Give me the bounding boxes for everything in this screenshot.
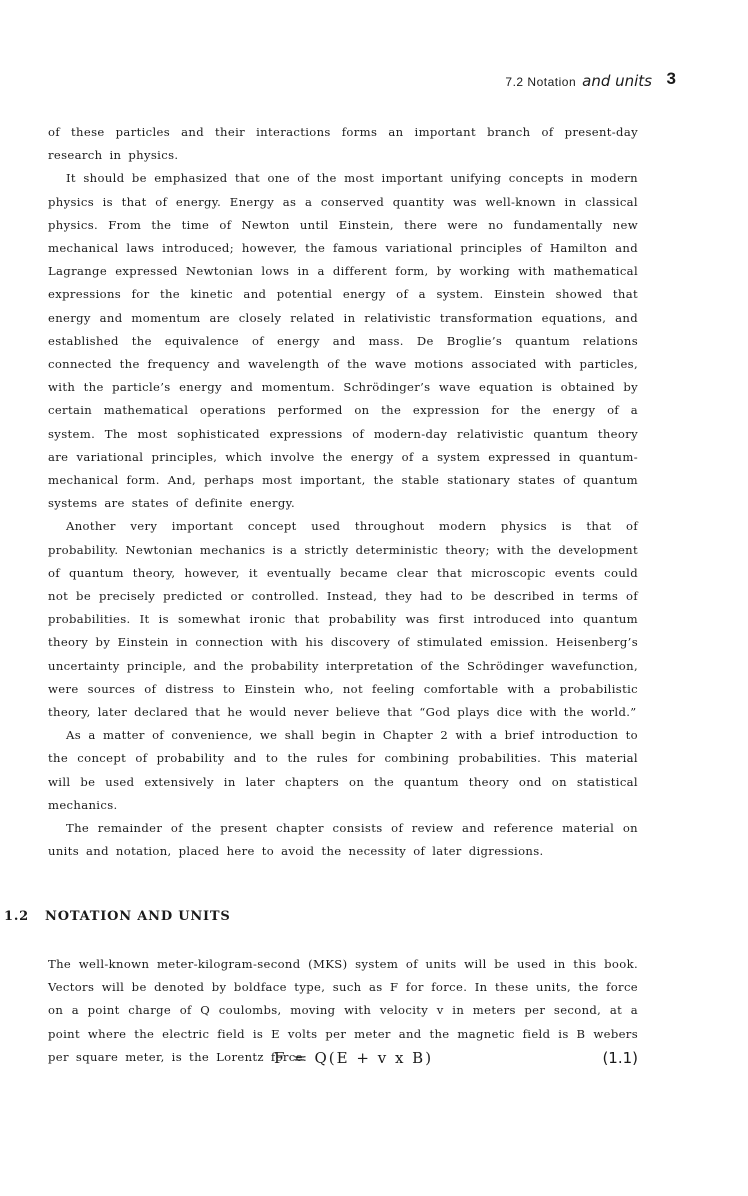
equation-number: (1.1) [602,1049,638,1067]
paragraph-remainder: The remainder of the present chapter consists of review and reference material on units and notation, placed here to avoid the necessity of later digressions. [48,821,638,859]
running-head-section: 7.2 Notation [505,75,577,89]
page-number: 3 [666,69,676,88]
paragraph-units: The well-known meter-kilogram-second (MKS) system of units will be used in this book. Vectors will be denoted by boldface type, such as F for force. In these units, the force on a point charge of Q coulombs, moving with velocity v in meters per second, at a point where the electric field is E volts per meter and the magnetic field is B webers per square meter, is the Lorentz force: [48,957,638,1064]
running-head [505,69,676,90]
equation [48,1047,638,1075]
paragraph-energy: It should be emphasized that one of the most important unifying concepts in modern physics is that of energy. Energy as a conserved quantity was well-known in classical physics. From the time of Newton until Einstein, there were no fundamentally new mechanical laws introduced; however, the famous variational principles of Hamilton and Lagrange expressed Newtonian lows in a different form, by working with mathematical expressions for the kinetic and potential energy of a system. Einstein showed that energy and momentum are closely related in relativistic transformation equations, and established the equivalence of energy and mass. De Broglie’s quantum relations connected the frequency and wavelength of the wave motions associated with particles, with the particle’s energy and momentum. Schrödinger’s wave equation is obtained by certain mathematical operations performed on the expression for the energy of a system. The most sophisticated expressions of modern-day relativistic quantum theory are variational principles, which involve the energy of a system expressed in quantum-mechanical form. And, perhaps most important, the stable stationary states of quantum systems are states of definite energy. [48,171,638,511]
body-text [48,121,638,864]
section-heading [4,909,231,924]
paragraph-probability: Another very important concept used throughout modern physics is that of probability. Newtonian mechanics is a strictly deterministic theory; with the development of quantum theory, however, it eventually became clear that microscopic events could not be precisely predicted or controlled. Instead, they had to be described in terms of probabilities. It is somewhat ironic that probability was first introduced into quantum theory by Einstein in connection with his discovery of stimulated emission. Heisenberg’s uncertainty principle, and the probability interpretation of the Schrödinger wavefunction, were sources of distress to Einstein who, not feeling comfortable with a probabilistic theory, later declared that he would never believe that “God plays dice with the world.” [48,519,638,720]
paragraph-convenience: As a matter of convenience, we shall begin in Chapter 2 with a brief introduction to the concept of probability and to the rules for combining probabilities. This material will be used extensively in later chapters on the quantum theory ond on statistical mechanics. [48,728,638,812]
paragraph-continued: of these particles and their interactions forms an important branch of present-day research in physics. [48,125,638,163]
section-number: 1.2 [4,909,30,924]
section-title: NOTATION AND UNITS [45,909,231,924]
lorentz-force-equation: F = Q(E + v x B) [274,1049,434,1067]
running-head-title: and units [582,72,652,90]
